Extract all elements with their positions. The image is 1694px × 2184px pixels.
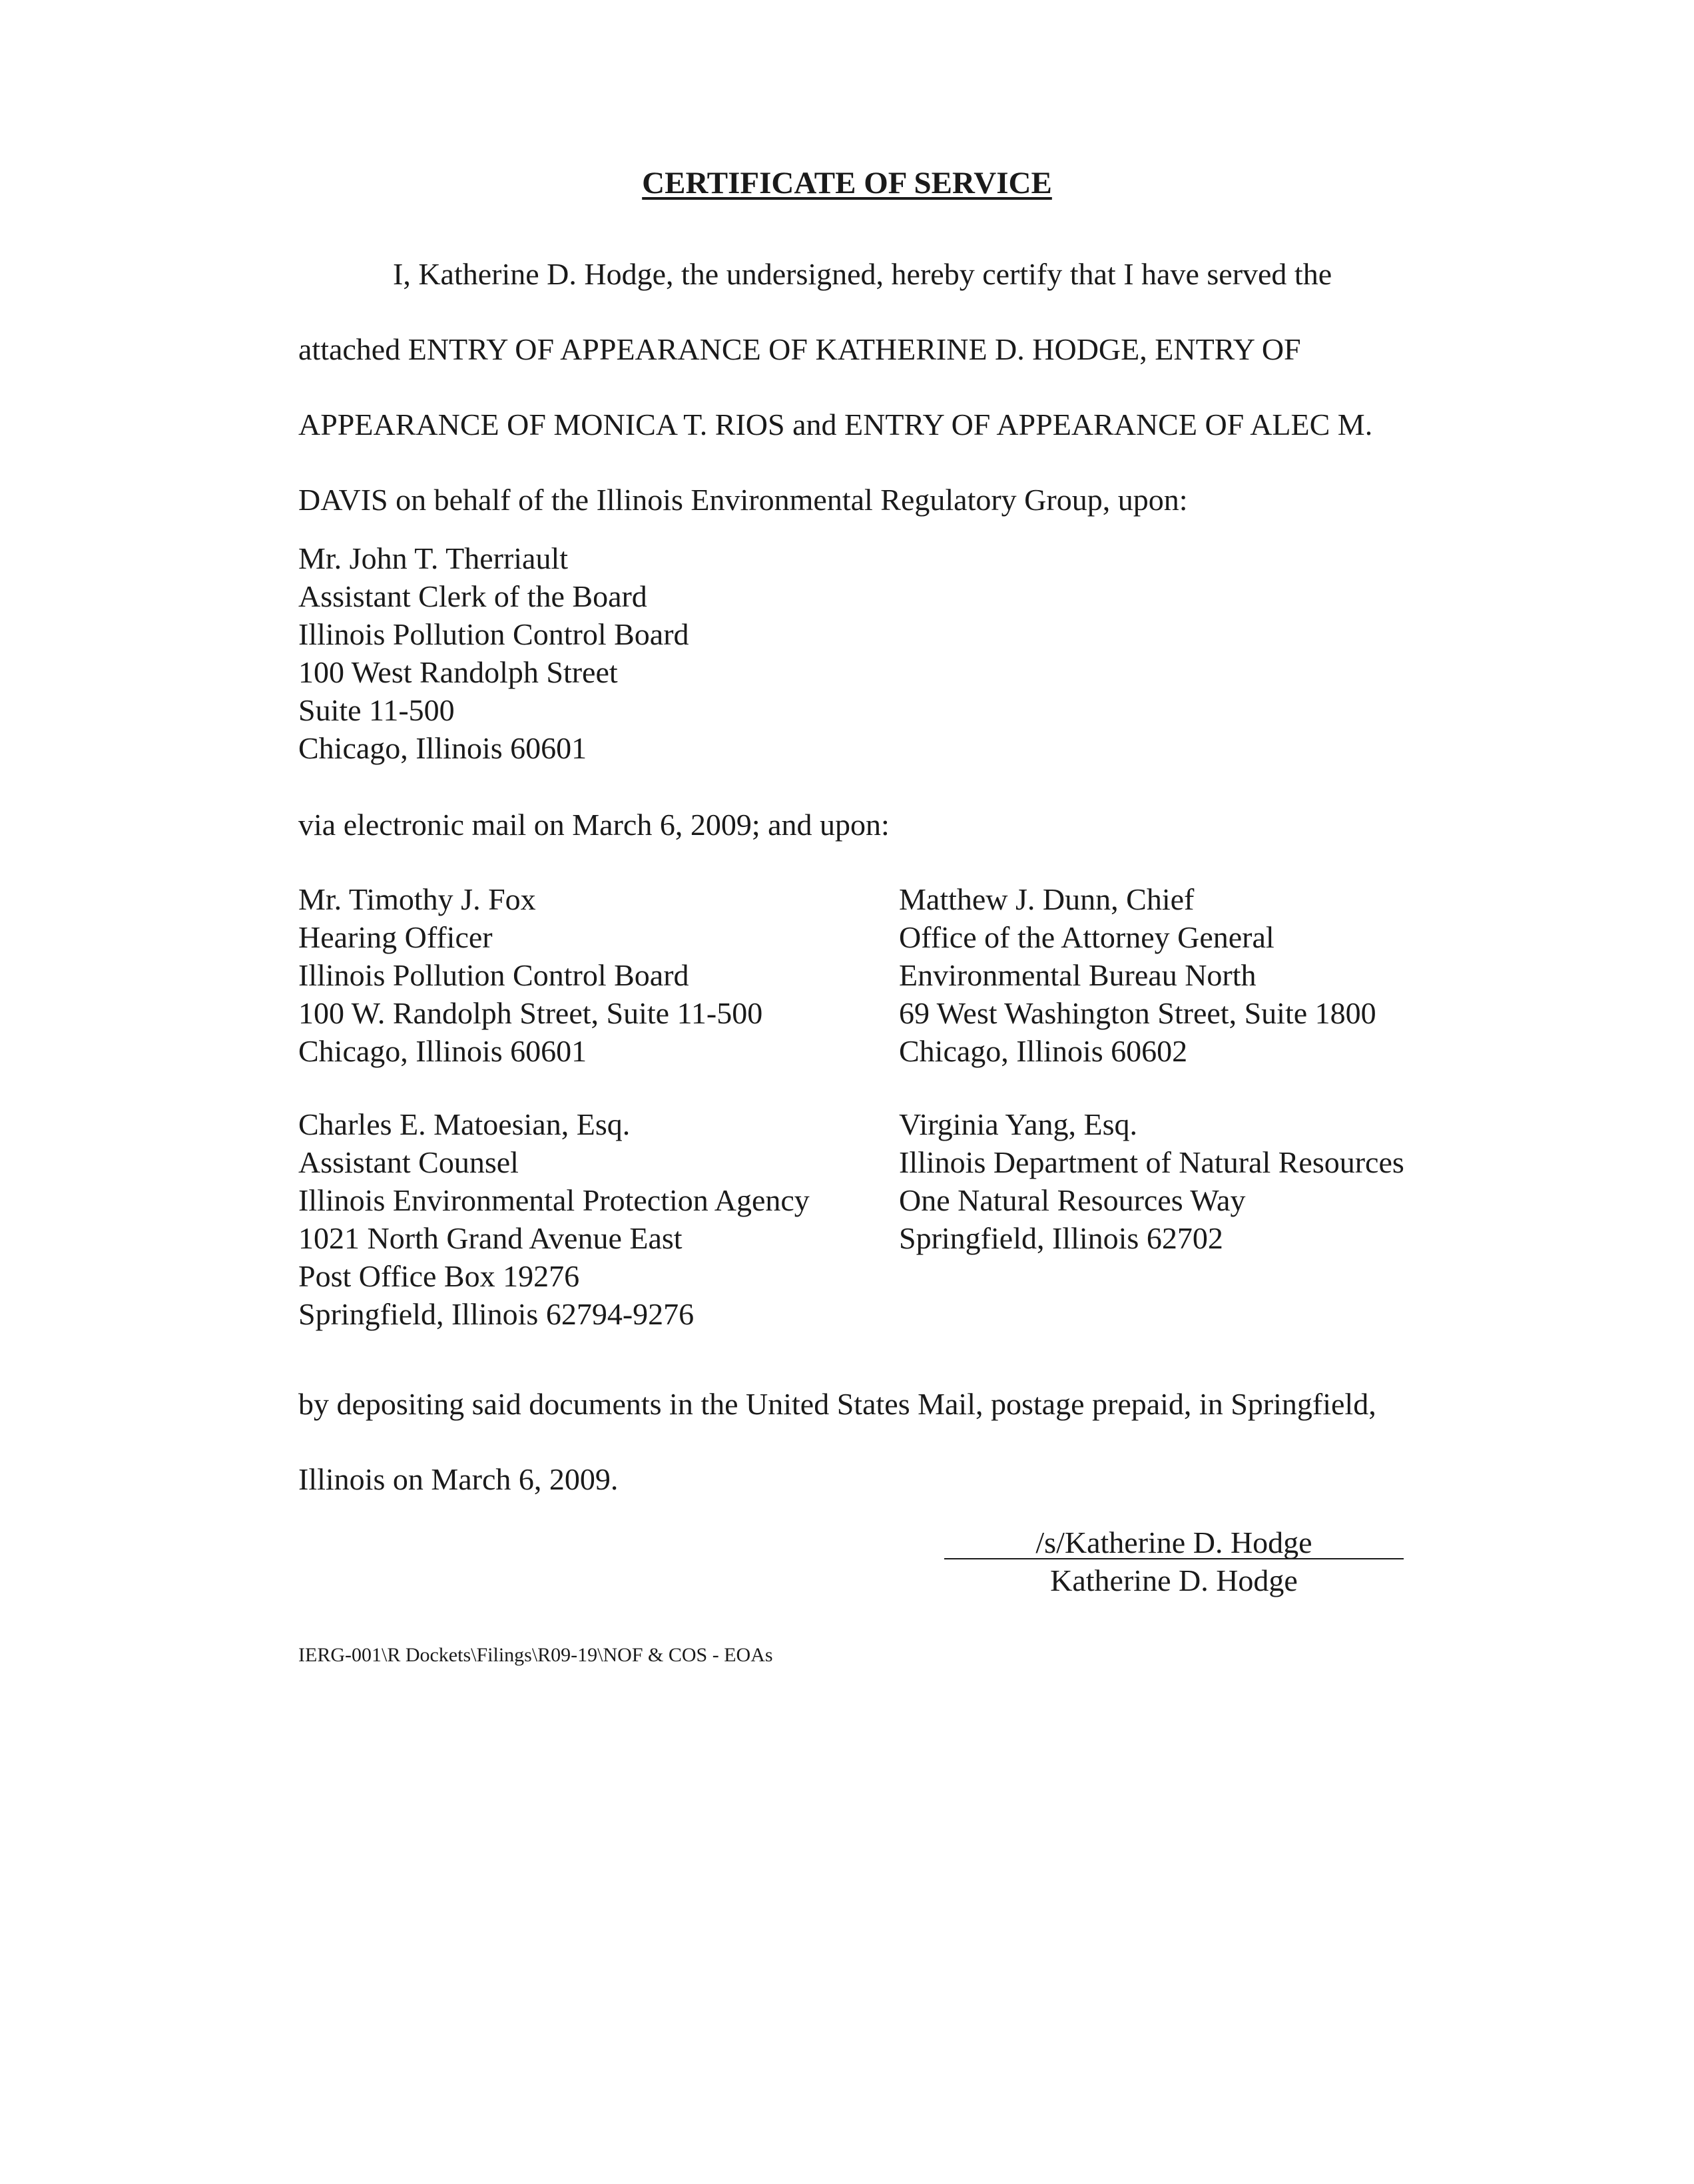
address-line: Charles E. Matoesian, Esq. bbox=[298, 1107, 631, 1141]
address-line: Post Office Box 19276 bbox=[298, 1259, 580, 1293]
intro-line: I, Katherine D. Hodge, the undersigned, hereby certify that I have served the bbox=[393, 257, 1332, 291]
address-line: Mr. Timothy J. Fox bbox=[298, 882, 536, 916]
address-line: Illinois Department of Natural Resources bbox=[899, 1145, 1404, 1179]
closing-line: Illinois on March 6, 2009. bbox=[298, 1462, 619, 1496]
address-line: Illinois Pollution Control Board bbox=[298, 617, 689, 651]
document-title: CERTIFICATE OF SERVICE bbox=[642, 166, 1052, 200]
recipient-address-block bbox=[899, 1105, 1404, 1257]
address-line: One Natural Resources Way bbox=[899, 1183, 1246, 1217]
address-line: Matthew J. Dunn, Chief bbox=[899, 882, 1195, 916]
address-line: Environmental Bureau North bbox=[899, 958, 1257, 992]
address-line: Chicago, Illinois 60602 bbox=[899, 1034, 1188, 1068]
address-line: 100 W. Randolph Street, Suite 11-500 bbox=[298, 996, 763, 1030]
address-line: Illinois Environmental Protection Agency bbox=[298, 1183, 810, 1217]
address-line: Suite 11-500 bbox=[298, 693, 455, 727]
address-line: 100 West Randolph Street bbox=[298, 655, 618, 689]
recipient-address-block bbox=[298, 1105, 810, 1333]
address-line: Chicago, Illinois 60601 bbox=[298, 1034, 587, 1068]
document-path-footer: IERG-001\R Dockets\Filings\R09-19\NOF & COS - EOAs bbox=[298, 1644, 773, 1666]
address-line: 69 West Washington Street, Suite 1800 bbox=[899, 996, 1376, 1030]
clerk-address-block bbox=[298, 539, 689, 767]
address-line: Assistant Counsel bbox=[298, 1145, 519, 1179]
electronic-signature bbox=[944, 1523, 1404, 1559]
address-line: Office of the Attorney General bbox=[899, 920, 1274, 954]
intro-line: APPEARANCE OF MONICA T. RIOS and ENTRY OF APPEARANCE OF ALEC M. bbox=[298, 408, 1373, 441]
address-line: Virginia Yang, Esq. bbox=[899, 1107, 1138, 1141]
address-line: Springfield, Illinois 62794-9276 bbox=[298, 1297, 695, 1331]
address-line: Illinois Pollution Control Board bbox=[298, 958, 689, 992]
intro-line: DAVIS on behalf of the Illinois Environmental Regulatory Group, upon: bbox=[298, 483, 1188, 517]
address-line: Chicago, Illinois 60601 bbox=[298, 731, 587, 765]
service-method-text: via electronic mail on March 6, 2009; and upon: bbox=[298, 808, 890, 842]
address-line: 1021 North Grand Avenue East bbox=[298, 1221, 683, 1255]
closing-paragraph bbox=[298, 1366, 1497, 1517]
electronic-signature-text: /s/Katherine D. Hodge bbox=[1035, 1525, 1312, 1559]
address-line: Mr. John T. Therriault bbox=[298, 541, 569, 575]
closing-line: by depositing said documents in the United States Mail, postage prepaid, in Springfield, bbox=[298, 1387, 1376, 1421]
intro-line: attached ENTRY OF APPEARANCE OF KATHERINE D. HODGE, ENTRY OF bbox=[298, 332, 1301, 366]
address-line: Springfield, Illinois 62702 bbox=[899, 1221, 1223, 1255]
recipient-address-block bbox=[298, 880, 762, 1070]
address-line: Hearing Officer bbox=[298, 920, 493, 954]
recipient-address-block bbox=[899, 880, 1376, 1070]
signer-name: Katherine D. Hodge bbox=[1050, 1563, 1298, 1597]
intro-paragraph bbox=[298, 236, 1457, 537]
address-line: Assistant Clerk of the Board bbox=[298, 579, 647, 613]
